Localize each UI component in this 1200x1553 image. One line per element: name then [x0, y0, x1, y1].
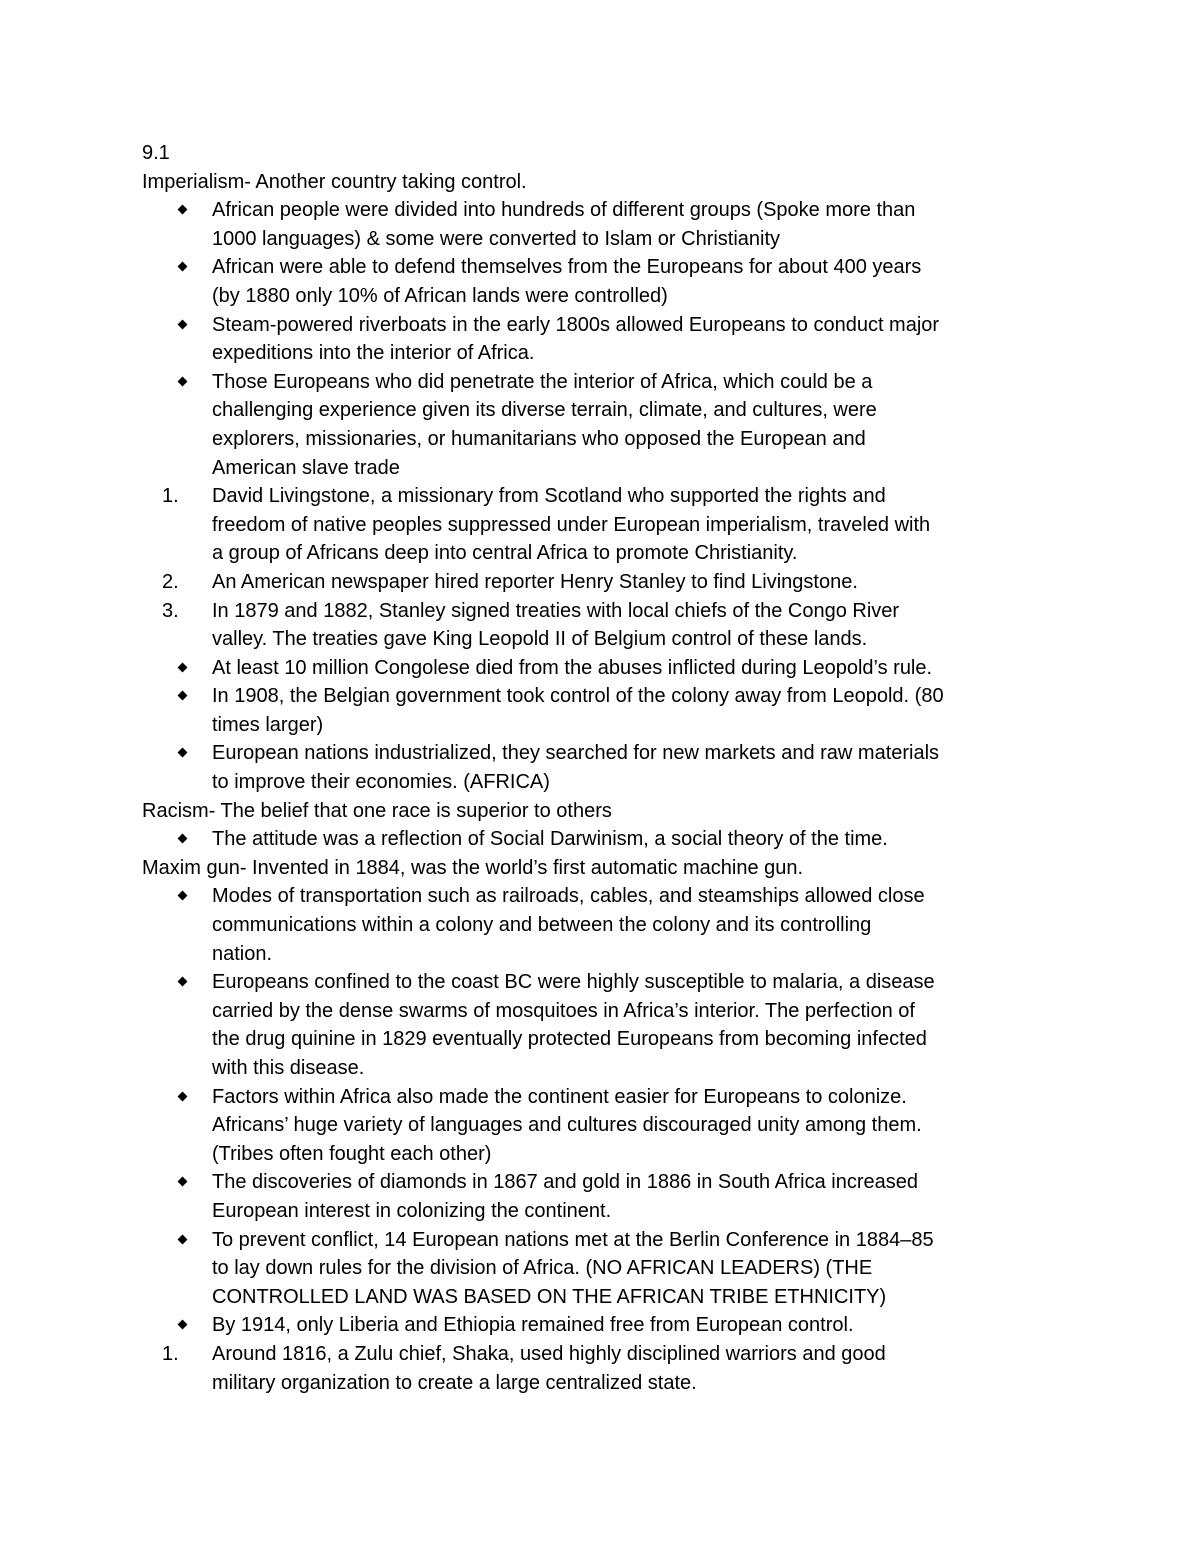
diamond-bullet-icon — [142, 682, 202, 711]
list-number-marker — [142, 568, 202, 597]
text-line: Those Europeans who did penetrate the interior of Africa, which could be a — [212, 370, 873, 393]
diamond-bullet-shape — [178, 662, 188, 672]
numbered-list-item — [142, 1340, 1072, 1397]
bullet-list-item — [142, 739, 1072, 796]
diamond-bullet-shape — [178, 691, 188, 701]
text-line: expeditions into the interior of Africa. — [212, 342, 535, 365]
text-line: In 1879 and 1882, Stanley signed treaties with local chiefs of the Congo River — [212, 599, 900, 622]
text-line: to lay down rules for the division of Africa. (NO AFRICAN LEADERS) (THE — [212, 1257, 873, 1280]
text-line: freedom of native peoples suppressed under European imperialism, traveled with — [212, 513, 931, 536]
diamond-bullet-shape — [178, 319, 188, 329]
text-line: Factors within Africa also made the continent easier for Europeans to colonize. — [212, 1085, 907, 1108]
text-line: European interest in colonizing the continent. — [212, 1199, 612, 1222]
text-line: (Tribes often fought each other) — [212, 1142, 492, 1165]
text-line: times larger) — [212, 713, 324, 736]
list-item-text — [212, 739, 1072, 796]
text-line: American slave trade — [212, 456, 400, 479]
bullet-list-item — [142, 1083, 1072, 1169]
text-line: At least 10 million Congolese died from the abuses inflicted during Leopold’s rule. — [212, 656, 933, 679]
text-line: CONTROLLED LAND WAS BASED ON THE AFRICAN TRIBE ETHNICITY) — [212, 1285, 887, 1308]
diamond-bullet-icon — [142, 311, 202, 340]
text-line: Europeans confined to the coast BC were highly susceptible to malaria, a disease — [212, 971, 935, 994]
list-item-text — [212, 253, 1072, 310]
list-number-marker — [142, 597, 202, 626]
text-line: communications within a colony and between the colony and its controlling — [212, 914, 872, 937]
diamond-bullet-icon — [142, 253, 202, 282]
text-line: Around 1816, a Zulu chief, Shaka, used highly disciplined warriors and good — [212, 1342, 886, 1365]
list-number: 1. — [162, 485, 179, 508]
text-line: challenging experience given its diverse terrain, climate, and cultures, were — [212, 399, 877, 422]
text-line: The attitude was a reflection of Social Darwinism, a social theory of the time. — [212, 828, 888, 851]
list-item-text — [212, 882, 1072, 968]
bullet-list-item — [142, 968, 1072, 1082]
text-line: Modes of transportation such as railroads, cables, and steamships allowed close — [212, 885, 925, 908]
diamond-bullet-shape — [178, 376, 188, 386]
diamond-bullet-shape — [178, 748, 188, 758]
text-line: An American newspaper hired reporter Henry Stanley to find Livingstone. — [212, 570, 858, 593]
list-item-text — [212, 1168, 1072, 1225]
text-line: African were able to defend themselves from the Europeans for about 400 years — [212, 256, 922, 279]
bullet-list-item — [142, 654, 1072, 683]
list-item-text — [212, 368, 1072, 482]
numbered-list-item — [142, 568, 1072, 597]
diamond-bullet-icon — [142, 1083, 202, 1112]
list-item-text — [212, 196, 1072, 253]
list-item-text — [212, 654, 1072, 683]
diamond-bullet-icon — [142, 739, 202, 768]
text-line: David Livingstone, a missionary from Scotland who supported the rights and — [212, 485, 886, 508]
term-definition-line: Maxim gun- Invented in 1884, was the world’s first automatic machine gun. — [142, 856, 804, 879]
bullet-list-item — [142, 682, 1072, 739]
text-line: military organization to create a large centralized state. — [212, 1371, 697, 1394]
text-line: to improve their economies. (AFRICA) — [212, 771, 550, 794]
list-item-text — [212, 597, 1072, 654]
bullet-list-item — [142, 1226, 1072, 1312]
text-line: the drug quinine in 1829 eventually protected Europeans from becoming infected — [212, 1028, 927, 1051]
diamond-bullet-shape — [178, 262, 188, 272]
list-number: 1. — [162, 1342, 179, 1365]
list-item-text — [212, 482, 1072, 568]
bullet-list-item — [142, 1311, 1072, 1340]
text-line: The discoveries of diamonds in 1867 and gold in 1886 in South Africa increased — [212, 1171, 919, 1194]
list-item-text — [212, 825, 1072, 854]
bullet-list-item — [142, 196, 1072, 253]
text-line: explorers, missionaries, or humanitarians who opposed the European and — [212, 427, 866, 450]
list-item-text — [212, 311, 1072, 368]
diamond-bullet-icon — [142, 196, 202, 225]
bullet-list-item — [142, 882, 1072, 968]
text-line: a group of Africans deep into central Africa to promote Christianity. — [212, 542, 798, 565]
diamond-bullet-icon — [142, 1168, 202, 1197]
text-line: nation. — [212, 942, 273, 965]
list-number-marker — [142, 482, 202, 511]
diamond-bullet-shape — [178, 834, 188, 844]
numbered-list-item — [142, 482, 1072, 568]
list-item-text — [212, 1311, 1072, 1340]
document-heading: 9.1 — [142, 142, 170, 164]
diamond-bullet-icon — [142, 368, 202, 397]
text-line: Steam-powered riverboats in the early 1800s allowed Europeans to conduct major — [212, 313, 940, 336]
list-item-text — [212, 1226, 1072, 1312]
bullet-list-item — [142, 368, 1072, 482]
diamond-bullet-shape — [178, 1320, 188, 1330]
text-line: carried by the dense swarms of mosquitoes in Africa’s interior. The perfection of — [212, 999, 915, 1022]
diamond-bullet-icon — [142, 1226, 202, 1255]
bullet-list-item — [142, 253, 1072, 310]
list-item-text — [212, 968, 1072, 1082]
diamond-bullet-shape — [178, 1177, 188, 1187]
text-line: 1000 languages) & some were converted to Islam or Christianity — [212, 227, 781, 250]
diamond-bullet-icon — [142, 1311, 202, 1340]
text-line: European nations industrialized, they searched for new markets and raw materials — [212, 742, 940, 765]
list-number-marker — [142, 1340, 202, 1369]
diamond-bullet-shape — [178, 891, 188, 901]
numbered-list-item — [142, 597, 1072, 654]
list-item-text — [212, 568, 1072, 597]
diamond-bullet-shape — [178, 977, 188, 987]
bullet-list-item — [142, 1168, 1072, 1225]
text-line: By 1914, only Liberia and Ethiopia remained free from European control. — [212, 1314, 854, 1337]
list-item-text — [212, 1083, 1072, 1169]
diamond-bullet-shape — [178, 1234, 188, 1244]
term-definition-line: Imperialism- Another country taking control. — [142, 170, 527, 193]
list-item-text — [212, 682, 1072, 739]
text-line: To prevent conflict, 14 European nations met at the Berlin Conference in 1884–85 — [212, 1228, 934, 1251]
text-line: Africans’ huge variety of languages and cultures discouraged unity among them. — [212, 1114, 922, 1137]
document-page — [142, 139, 1072, 1397]
text-line: with this disease. — [212, 1057, 365, 1079]
diamond-bullet-shape — [178, 1091, 188, 1101]
text-line: (by 1880 only 10% of African lands were controlled) — [212, 284, 668, 307]
term-definition-line: Racism- The belief that one race is superior to others — [142, 799, 612, 822]
bullet-list-item — [142, 311, 1072, 368]
list-number: 3. — [162, 599, 179, 622]
text-line: In 1908, the Belgian government took control of the colony away from Leopold. (80 — [212, 685, 944, 708]
diamond-bullet-icon — [142, 968, 202, 997]
diamond-bullet-shape — [178, 205, 188, 215]
text-line: African people were divided into hundreds of different groups (Spoke more than — [212, 199, 916, 222]
text-line: valley. The treaties gave King Leopold II of Belgium control of these lands. — [212, 628, 868, 651]
bullet-list-item — [142, 825, 1072, 854]
list-item-text — [212, 1340, 1072, 1397]
diamond-bullet-icon — [142, 654, 202, 683]
list-number: 2. — [162, 570, 179, 593]
diamond-bullet-icon — [142, 882, 202, 911]
notes-body — [142, 168, 1072, 1398]
diamond-bullet-icon — [142, 825, 202, 854]
